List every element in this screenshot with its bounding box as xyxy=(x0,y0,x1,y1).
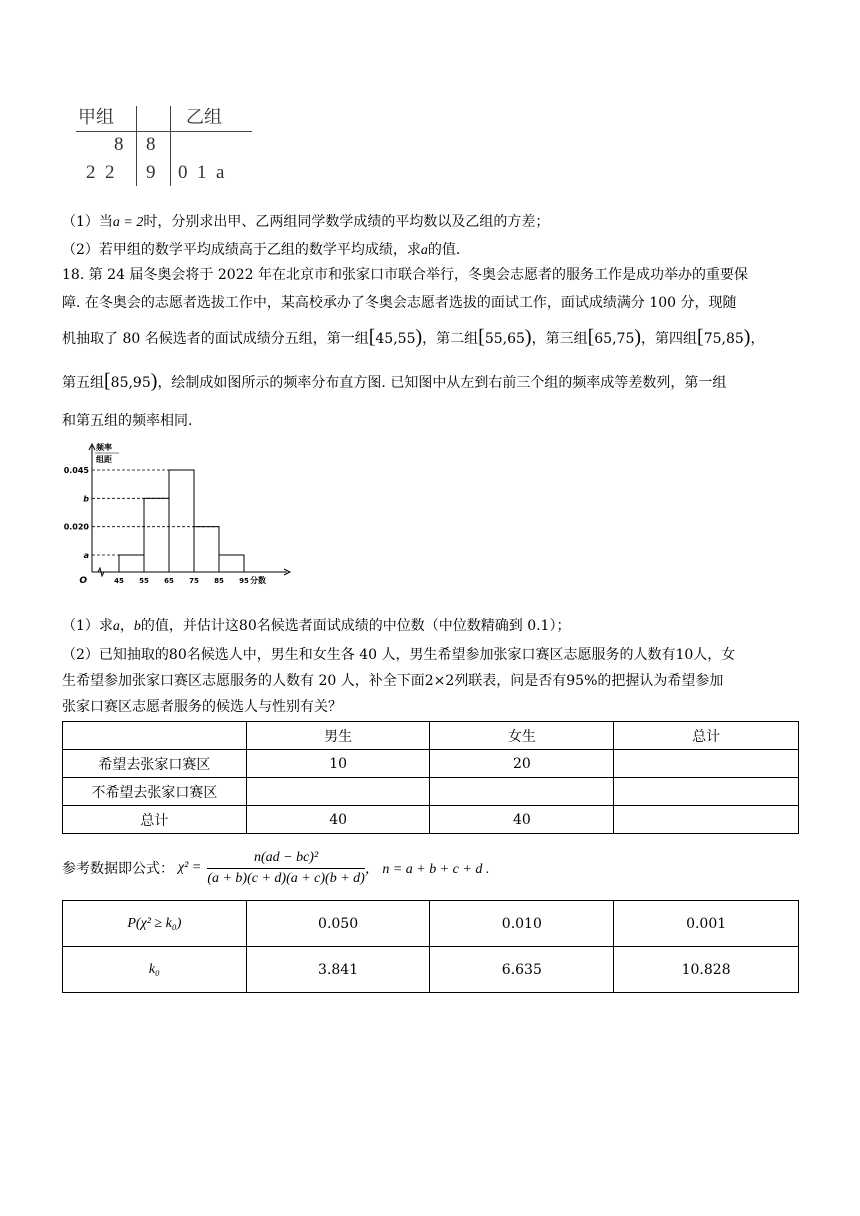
q18-part2-line2: 生希望参加张家口赛区志愿服务的人数有 20 人，补全下面2×2列联表，问是否有95%的把握认为希望参加 xyxy=(62,673,724,689)
row1-stem: 8 xyxy=(146,134,156,155)
row2-left-leaves: 2 2 xyxy=(86,162,115,183)
y-tick-label: 0.045 xyxy=(63,466,89,475)
q18-part2-line3: 张家口赛区志愿者服务的候选人与性别有关？ xyxy=(62,699,342,715)
origin-label: O xyxy=(79,576,87,586)
header-divider xyxy=(76,131,252,132)
table-row: 不希望去张家口赛区 xyxy=(63,778,799,806)
x-tick-label: 75 xyxy=(189,577,199,585)
q18-line3: 机抽取了 80 名候选者的面试成绩分五组，第一组[45,55)，第二组[55,65)，第三组[65,75)，第四组[75,85)， xyxy=(62,326,765,348)
q17-part1: （1）当a = 2时，分别求出甲、乙两组同学数学成绩的平均数以及乙组的方差； xyxy=(62,214,550,230)
y-tick-label: a xyxy=(83,551,89,560)
q18-line4: 第五组[85,95)，绘制成如图所示的频率分布直方图. 已知图中从左到右前三个组的频率成等差数列，第一组 xyxy=(62,370,727,392)
x-tick-label: 65 xyxy=(164,577,174,585)
table-row: k₀ 3.841 6.635 10.828 xyxy=(63,947,799,993)
histogram-bar xyxy=(119,555,144,572)
row2-right-leaves: 0 1 a xyxy=(178,162,225,183)
table-row: 总计 40 40 xyxy=(63,806,799,834)
chi-square-formula: 参考数据即公式： χ² = $\frac{\text{n(ad − bc)²}}{(a + b)(c + d)(a + c)(b + d)}$ ， n = a + b + c + d . xyxy=(62,849,490,886)
frequency-histogram xyxy=(62,440,302,600)
q18-line1: 18. 第 24 届冬奥会将于 2022 年在北京市和张家口市联合举行，冬奥会志愿者的服务工作是成功举办的重要保 xyxy=(62,267,748,283)
contingency-table xyxy=(62,721,799,834)
x-tick-label: 85 xyxy=(214,577,224,585)
x-tick-label: 45 xyxy=(114,577,124,585)
y-axis-label-bottom: 组距 xyxy=(96,455,112,464)
y-tick-label: 0.020 xyxy=(63,522,89,532)
x-axis-label: 分数 xyxy=(250,576,266,585)
header-male: 男生 xyxy=(246,722,430,750)
q18-part1: （1）求a，b的值，并估计这80名候选者面试成绩的中位数（中位数精确到 0.1）； xyxy=(62,618,571,634)
header-female: 女生 xyxy=(430,722,614,750)
q18-line2: 障. 在冬奥会的志愿者选拔工作中，某高校承办了冬奥会志愿者选拔的面试工作，面试成绩满分 100 分，现随 xyxy=(62,295,737,311)
x-tick-label: 95 xyxy=(239,577,249,585)
q17-part2: （2）若甲组的数学平均成绩高于乙组的数学平均成绩，求a的值. xyxy=(62,242,461,258)
row2-stem: 9 xyxy=(146,162,156,183)
x-tick-label: 55 xyxy=(139,577,149,585)
q18-line5: 和第五组的频率相同. xyxy=(62,413,193,429)
histogram-bar xyxy=(219,555,244,572)
group-a-header: 甲组 xyxy=(78,107,114,128)
table-row: 希望去张家口赛区 10 20 xyxy=(63,750,799,778)
stem-left-line xyxy=(136,106,137,186)
stem-right-line xyxy=(170,106,171,186)
histogram-bar xyxy=(144,498,169,572)
y-axis-label-top: 频率 xyxy=(96,443,112,452)
group-b-header: 乙组 xyxy=(186,107,222,128)
histogram-bar xyxy=(169,470,194,572)
table-row xyxy=(63,722,799,750)
header-total: 总计 xyxy=(614,722,799,750)
critical-value-table xyxy=(62,900,799,993)
table-row: P(χ² ≥ k₀) 0.050 0.010 0.001 xyxy=(63,901,799,947)
q18-part2-line1: （2）已知抽取的80名候选人中，男生和女生各 40 人，男生希望参加张家口赛区志愿服务的人数有10人，女 xyxy=(62,647,736,663)
y-tick-label: b xyxy=(83,494,89,504)
row1-left-leaf: 8 xyxy=(114,134,124,155)
histogram-bar xyxy=(194,527,219,572)
